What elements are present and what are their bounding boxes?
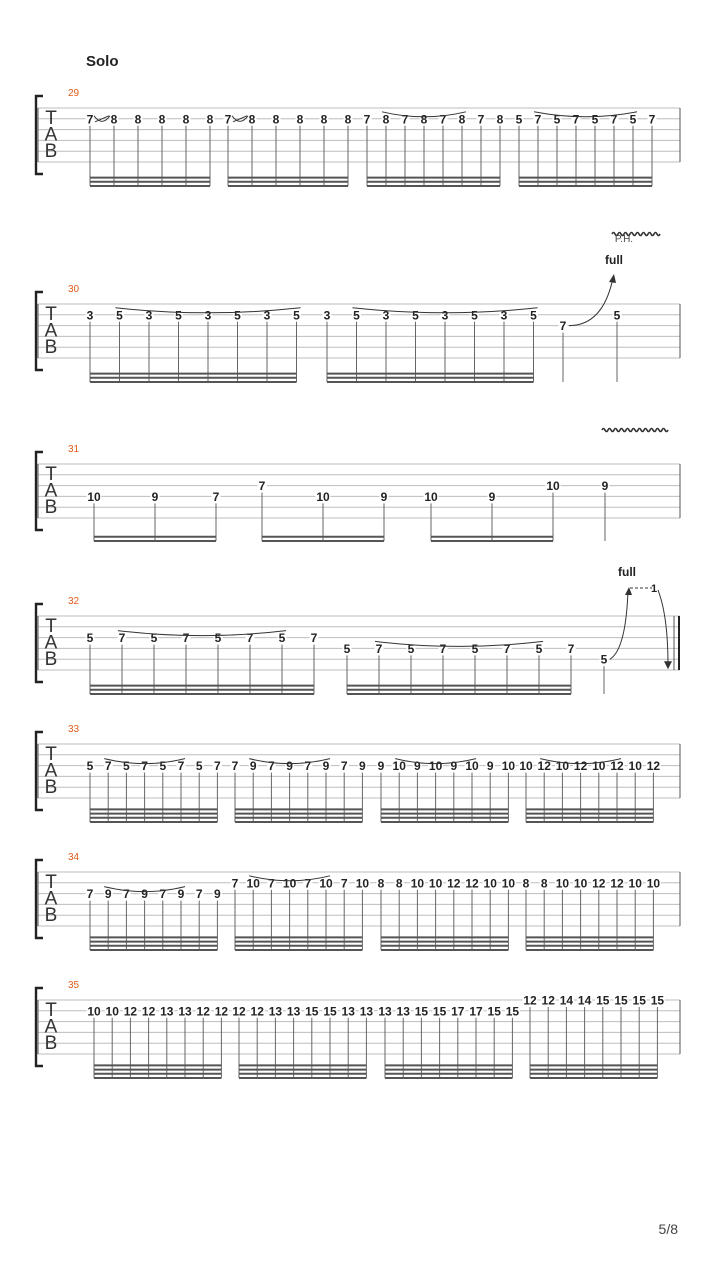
fret-number: 15	[432, 1004, 447, 1019]
fret-number: 5	[234, 308, 241, 323]
fret-number: 13	[286, 1004, 301, 1019]
fret-number: 7	[610, 112, 618, 127]
fret-number: 8	[248, 112, 256, 127]
fret-number: 5	[353, 308, 360, 323]
tab-clef-letter: T	[45, 1000, 57, 1021]
palm-harmonic-label: P.H.	[614, 234, 634, 245]
fret-number: 5	[343, 641, 351, 656]
fret-number: 5	[553, 112, 561, 127]
fret-number: 3	[204, 308, 212, 323]
fret-number: 8	[158, 112, 166, 127]
fret-number: 8	[377, 876, 385, 891]
fret-number: 10	[87, 1004, 101, 1019]
fret-number: 7	[118, 631, 126, 646]
fret-number: 10	[592, 759, 606, 774]
fret-number: 12	[232, 1004, 246, 1019]
fret-number: 8	[206, 112, 214, 127]
tab-clef-letter: B	[44, 905, 58, 926]
fret-number: 9	[286, 759, 293, 774]
fret-number: 5	[591, 112, 599, 127]
fret-number: 7	[86, 112, 94, 127]
fret-number: 15	[505, 1004, 520, 1019]
fret-number: 10	[355, 876, 370, 891]
fret-number: 7	[439, 112, 447, 127]
fret-number: 7	[310, 631, 318, 646]
fret-number: 10	[573, 876, 588, 891]
fret-number: 13	[268, 1004, 283, 1019]
fret-number: 7	[212, 489, 220, 504]
fret-number: 13	[359, 1004, 374, 1019]
fret-number: 17	[451, 1004, 465, 1019]
fret-number: 7	[477, 112, 485, 127]
fret-number: 7	[231, 876, 239, 891]
fret-number: 10	[282, 876, 297, 891]
fret-number: 7	[231, 759, 239, 774]
fret-number: 13	[341, 1004, 355, 1019]
fret-number: 5	[116, 308, 123, 323]
fret-number: 13	[178, 1004, 192, 1019]
fret-number: 17	[469, 1004, 483, 1019]
fret-number: 3	[441, 308, 449, 323]
fret-number: 15	[305, 1004, 319, 1019]
tab-clef-letter: T	[45, 616, 57, 637]
fret-number: 9	[377, 759, 385, 774]
fret-number: 15	[487, 1004, 501, 1019]
fret-number: 12	[541, 993, 555, 1008]
bend-arrowhead	[609, 274, 616, 283]
fret-number: 7	[375, 641, 383, 656]
measure-number: 33	[68, 724, 80, 735]
fret-number: 8	[420, 112, 428, 127]
tab-clef-letter: A	[44, 124, 58, 146]
fret-number: 15	[323, 1004, 337, 1019]
fret-number: 9	[380, 489, 388, 504]
measure-number: 31	[68, 444, 80, 455]
fret-number: 15	[632, 993, 646, 1008]
fret-number: 8	[320, 112, 328, 127]
tab-clef-letter: A	[44, 320, 58, 342]
fret-number: 7	[304, 759, 312, 774]
fret-number: 3	[263, 308, 271, 323]
fret-number: 3	[323, 308, 331, 323]
fret-number: 10	[428, 876, 443, 891]
fret-number: 5	[86, 759, 94, 774]
fret-number: 7	[268, 876, 275, 891]
fret-number: 7	[363, 112, 371, 127]
tab-clef-letter: T	[45, 304, 57, 325]
fret-number: 9	[414, 759, 421, 774]
hammer-pull-slur	[375, 641, 543, 646]
fret-number: 5	[600, 652, 608, 667]
fret-number: 15	[414, 1004, 429, 1019]
fret-number: 3	[86, 308, 94, 323]
fret-number: 13	[160, 1004, 174, 1019]
fret-number: 12	[447, 876, 461, 891]
fret-number: 9	[450, 759, 458, 774]
fret-number: 10	[501, 876, 516, 891]
fret-number: 9	[359, 759, 366, 774]
tab-clef-letter: B	[44, 337, 58, 358]
fret-number: 7	[340, 876, 348, 891]
fret-number: 7	[304, 876, 312, 891]
fret-number: 7	[246, 631, 254, 646]
fret-number: 7	[258, 479, 266, 494]
fret-number: 12	[592, 876, 606, 891]
fret-number: 8	[496, 112, 504, 127]
fret-number: 10	[628, 876, 642, 891]
tab-clef-letter: T	[45, 464, 57, 485]
measure-number: 32	[68, 596, 80, 607]
fret-number: 14	[577, 993, 592, 1008]
fret-number: 7	[340, 759, 348, 774]
fret-number: 5	[175, 308, 182, 323]
fret-number: 8	[110, 112, 118, 127]
fret-number: 7	[214, 759, 221, 774]
fret-number: 10	[428, 759, 443, 774]
fret-number: 7	[268, 759, 275, 774]
fret-number: 12	[610, 876, 624, 891]
hammer-pull-slur	[534, 112, 637, 117]
fret-number: 10	[555, 876, 570, 891]
fret-number: 12	[141, 1004, 156, 1019]
tab-clef-letter: A	[44, 888, 58, 910]
fret-number: 5	[471, 641, 479, 656]
bend-label: full	[605, 253, 623, 267]
fret-number: 10	[87, 489, 101, 504]
fret-number: 8	[272, 112, 280, 127]
fret-number: 5	[195, 759, 203, 774]
fret-number: 15	[596, 993, 610, 1008]
bend-arrow	[569, 278, 613, 326]
fret-number: 9	[141, 887, 148, 902]
fret-number: 5	[278, 631, 286, 646]
fret-number: 7	[224, 112, 232, 127]
fret-number: 9	[601, 479, 609, 494]
fret-number: 9	[322, 759, 330, 774]
fret-number: 10	[105, 1004, 119, 1019]
fret-number: 5	[123, 759, 130, 774]
fret-number: 5	[515, 112, 523, 127]
tab-clef-letter: B	[44, 141, 58, 162]
fret-number: 5	[613, 308, 621, 323]
fret-number: 12	[523, 993, 537, 1008]
fret-number: 5	[407, 641, 415, 656]
fret-number: 7	[572, 112, 580, 127]
fret-number: 10	[392, 759, 406, 774]
fret-number: 8	[296, 112, 304, 127]
fret-number: 5	[471, 308, 478, 323]
fret-number: 12	[610, 759, 624, 774]
fret-number: 15	[614, 993, 628, 1008]
tab-clef-letter: A	[44, 1016, 58, 1038]
fret-number: 10	[316, 489, 330, 504]
page-number: 5/8	[658, 1221, 678, 1237]
fret-number: 3	[382, 308, 390, 323]
fret-number: 7	[141, 759, 148, 774]
fret-number: 7	[559, 319, 567, 334]
tab-clef-letter: B	[44, 497, 58, 518]
fret-number: 7	[439, 641, 447, 656]
tab-clef-letter: B	[44, 777, 58, 798]
fret-number: 8	[458, 112, 466, 127]
fret-number: 7	[503, 641, 511, 656]
tab-clef-letter: A	[44, 632, 58, 654]
section-title: Solo	[86, 53, 119, 70]
fret-number: 7	[159, 887, 167, 902]
measure-number: 34	[68, 852, 80, 863]
fret-number: 10	[519, 759, 533, 774]
fret-number: 8	[522, 876, 530, 891]
fret-number: 13	[378, 1004, 392, 1019]
fret-number: 10	[410, 876, 425, 891]
fret-number: 8	[395, 876, 403, 891]
fret-number: 5	[530, 308, 537, 323]
tab-clef-letter: T	[45, 744, 57, 765]
tab-clef-letter: T	[45, 872, 57, 893]
fret-number: 7	[567, 641, 575, 656]
fret-number: 7	[86, 887, 94, 902]
fret-number: 10	[546, 479, 560, 494]
measure-number: 30	[68, 284, 80, 295]
fret-number: 9	[249, 759, 257, 774]
fret-number: 12	[537, 759, 551, 774]
fret-number: 15	[650, 993, 665, 1008]
fret-number: 5	[150, 631, 158, 646]
fret-number: 12	[123, 1004, 138, 1019]
fret-number: 7	[123, 887, 130, 902]
fret-number: 7	[195, 887, 203, 902]
fret-number: 5	[293, 308, 300, 323]
fret-number: 13	[396, 1004, 410, 1019]
fret-number: 10	[319, 876, 333, 891]
fret-number: 7	[401, 112, 409, 127]
fret-number: 10	[555, 759, 570, 774]
tab-clef-letter: A	[44, 480, 58, 502]
vibrato-mark	[602, 429, 668, 432]
tab-clef-letter: B	[44, 1033, 58, 1054]
fret-number: 10	[424, 489, 438, 504]
fret-number: 7	[177, 759, 185, 774]
fret-number: 9	[104, 887, 112, 902]
fret-number: 12	[196, 1004, 210, 1019]
fret-number: 3	[145, 308, 153, 323]
fret-number: 10	[465, 759, 479, 774]
fret-number: 5	[214, 631, 222, 646]
tab-clef-letter: B	[44, 649, 58, 670]
fret-number: 7	[534, 112, 542, 127]
fret-number: 8	[134, 112, 142, 127]
hammer-pull-slur	[118, 631, 286, 636]
fret-number: 7	[104, 759, 112, 774]
fret-number: 10	[646, 876, 661, 891]
fret-number: 7	[182, 631, 190, 646]
fret-number: 3	[500, 308, 508, 323]
fret-number: 10	[628, 759, 642, 774]
fret-number: 12	[573, 759, 588, 774]
tab-clef-letter: T	[45, 108, 57, 129]
fret-number: 7	[648, 112, 656, 127]
measure-number: 35	[68, 980, 80, 991]
fret-number: 9	[177, 887, 185, 902]
fret-number: 5	[629, 112, 637, 127]
release-arrowhead	[664, 661, 672, 669]
bend-amount: 1	[650, 583, 658, 595]
measure-number: 29	[68, 88, 80, 99]
fret-number: 8	[344, 112, 352, 127]
fret-number: 9	[488, 489, 496, 504]
fret-number: 10	[501, 759, 516, 774]
fret-number: 8	[382, 112, 390, 127]
fret-number: 9	[151, 489, 159, 504]
release-arrow	[658, 590, 668, 665]
bend-label: full	[618, 565, 636, 579]
tab-clef-letter: A	[44, 760, 58, 782]
fret-number: 12	[646, 759, 661, 774]
fret-number: 12	[250, 1004, 264, 1019]
fret-number: 12	[465, 876, 479, 891]
fret-number: 9	[486, 759, 494, 774]
fret-number: 9	[214, 887, 221, 902]
fret-number: 8	[182, 112, 190, 127]
fret-number: 5	[159, 759, 167, 774]
fret-number: 10	[246, 876, 260, 891]
fret-number: 14	[559, 993, 574, 1008]
fret-number: 8	[540, 876, 548, 891]
fret-number: 12	[214, 1004, 229, 1019]
fret-number: 10	[483, 876, 497, 891]
fret-number: 5	[535, 641, 543, 656]
fret-number: 5	[86, 631, 94, 646]
fret-number: 5	[412, 308, 419, 323]
